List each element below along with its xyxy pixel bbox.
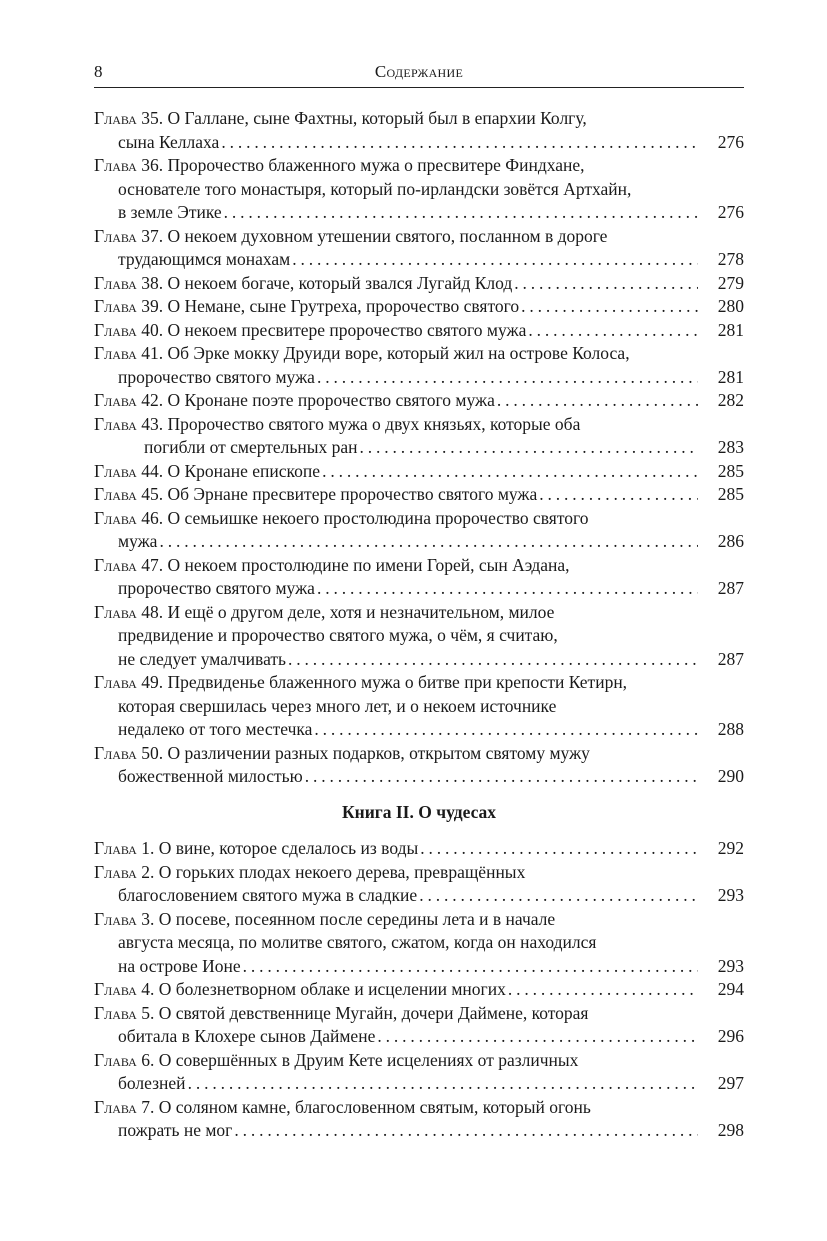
book1-chapter-list [94,107,744,789]
dot-leader [292,248,698,272]
toc-entry[interactable] [94,601,744,672]
chapter-label: Глава [94,979,137,999]
toc-entry-title-line: которая свершилась через много лет, и о некоем источнике [118,695,557,716]
toc-entry-title-line [94,978,506,1002]
page-reference[interactable]: 285 [717,484,744,504]
toc-entry-title-line [94,295,519,319]
chapter-title-text: 3. О посеве, посеянном после середины лета и в начале [141,908,556,929]
toc-entry-title-line: пророчество святого мужа [118,578,315,598]
toc-entry-title-line [94,742,744,766]
toc-entry[interactable] [94,460,744,484]
page-header [94,60,744,88]
toc-entry-title-line: основателе того монастыря, который по-ирландски зовётся Артхайн, [118,178,632,199]
chapter-label: Глава [94,390,137,410]
chapter-title-text: 39. О Немане, сыне Грутреха, пророчество святого [141,296,520,316]
page-reference[interactable]: 292 [717,838,744,858]
page-reference[interactable]: 293 [717,955,744,976]
toc-entry-title-line: болезней [118,1073,186,1093]
chapter-label: Глава [94,1049,137,1070]
page-reference[interactable]: 285 [717,460,744,481]
chapter-label: Глава [94,108,137,128]
toc-entry-title-line [94,1096,744,1120]
dot-leader [221,131,698,155]
page-reference[interactable]: 282 [717,390,744,410]
toc-entry-title-line [94,413,744,437]
chapter-label: Глава [94,672,137,692]
toc-entry-title-line [94,671,744,695]
toc-entry[interactable] [94,978,744,1002]
dot-leader [317,366,698,390]
toc-entry-title-line: предвидение и пророчество святого мужа, о чём, я считаю, [118,625,558,645]
toc-entry-title-line [94,554,744,578]
chapter-title-text: 37. О некоем духовном утешении святого, посланном в дороге [141,225,608,246]
toc-entry-title-line: погибли от смертельных ран [144,437,358,457]
dot-leader [224,201,698,225]
chapter-label: Глава [94,225,137,246]
dot-leader [188,1072,698,1096]
toc-entry-title-line: не следует умалчивать [118,648,287,669]
chapter-label: Глава [94,601,137,622]
toc-entry[interactable] [94,389,744,413]
toc-entry-title-line [94,225,744,249]
page-number: 8 [94,62,103,81]
toc-entry-title-line [94,837,418,861]
toc-entry-title-line: обитала в Клохере сынов Даймене [118,1026,376,1046]
toc-entry[interactable] [94,837,744,861]
toc-entry-title-line [94,507,744,531]
dot-leader [317,577,698,601]
chapter-label: Глава [94,484,137,504]
chapter-title-text: 40. О некоем пресвитере пророчество святого мужа [141,319,527,340]
page-reference[interactable]: 276 [717,131,744,152]
toc-entry[interactable] [94,671,744,742]
toc-entry-title-line [94,861,744,885]
toc-entry-title-line [94,460,320,484]
toc-entry[interactable] [94,319,744,343]
chapter-label: Глава [94,1096,137,1117]
page-reference[interactable]: 280 [717,296,744,316]
chapter-label: Глава [94,319,137,340]
chapter-label: Глава [94,296,137,316]
dot-leader [419,884,698,908]
toc-entry-title-line [94,107,744,131]
chapter-title-text: 44. О Кронане епископе [141,460,321,481]
dot-leader [314,718,698,742]
chapter-label: Глава [94,343,137,363]
toc-entry[interactable] [94,154,744,225]
toc-entry-title-line: пророчество святого мужа [118,366,315,387]
toc-entry[interactable] [94,413,744,460]
toc-entry[interactable] [94,554,744,601]
chapter-title-text: 46. О семьишке некоего простолюдина пророчество святого [141,507,589,528]
toc-entry[interactable] [94,1002,744,1049]
toc-entry[interactable] [94,861,744,908]
chapter-title-text: 43. Пророчество святого мужа о двух князьях, которые оба [141,413,581,434]
toc-entry-title-line [94,1002,744,1026]
dot-leader [497,389,698,413]
toc-entry-title-line [94,601,744,625]
dot-leader [234,1119,698,1143]
dot-leader [539,483,698,507]
toc-entry-title-line: недалеко от того местечка [118,719,313,739]
page-reference[interactable]: 298 [717,1120,744,1140]
page-reference[interactable]: 286 [717,531,744,551]
chapter-label: Глава [94,742,137,763]
chapter-title-text: 6. О совершённых в Друим Кете исцелениях от различных [141,1049,579,1070]
toc-entry-title-line: на острове Ионе [118,955,241,976]
toc-entry[interactable] [94,908,744,979]
toc-entry-title-line: августа месяца, по молитве святого, сжатом, когда он находился [118,932,597,952]
chapter-label: Глава [94,554,137,575]
toc-entry[interactable] [94,295,744,319]
toc-entry[interactable] [94,272,744,296]
dot-leader [420,837,698,861]
dot-leader [243,955,698,979]
toc-entry[interactable] [94,507,744,554]
chapter-title-text: 5. О святой девственнице Мугайн, дочери Даймене, которая [141,1002,589,1023]
chapter-title-text: 42. О Кронане поэте пророчество святого мужа [141,390,495,410]
chapter-title-text: 35. О Галлане, сыне Фахтны, который был в епархии Колгу, [141,108,587,128]
page-reference[interactable]: 290 [717,766,744,786]
book2-chapter-list [94,837,744,1143]
chapter-label: Глава [94,838,137,858]
page-reference[interactable]: 276 [717,202,744,222]
page-reference[interactable]: 297 [717,1073,744,1093]
toc-entry-title-line [94,154,744,178]
chapter-title-text: 36. Пророчество блаженного мужа о пресвитере Финдхане, [141,155,585,175]
toc-entry[interactable] [94,1096,744,1143]
page-reference[interactable]: 287 [717,578,744,598]
chapter-title-text: 49. Предвиденье блаженного мужа о битве при крепости Кетирн, [141,672,628,692]
dot-leader [514,272,698,296]
chapter-title-text: 50. О различении разных подарков, открытом святому мужу [141,742,590,763]
chapter-label: Глава [94,272,137,293]
toc-entry-title-line [94,389,495,413]
dot-leader [508,978,698,1002]
toc-entry-title-line: божественной милостью [118,766,303,786]
dot-leader [322,460,698,484]
toc-entry-title-line [94,342,744,366]
chapter-label: Глава [94,908,137,929]
dot-leader [377,1025,698,1049]
toc-entry-title-line [94,1049,744,1073]
dot-leader [528,319,698,343]
table-of-contents [94,107,744,1143]
dot-leader [360,436,698,460]
toc-entry-title-line: благословением святого мужа в сладкие [118,885,418,905]
chapter-label: Глава [94,155,137,175]
dot-leader [159,530,698,554]
chapter-title-text: 48. И ещё о другом деле, хотя и незначительном, милое [141,601,555,622]
toc-entry[interactable] [94,483,744,507]
chapter-label: Глава [94,413,137,434]
chapter-label: Глава [94,460,137,481]
toc-entry-title-line [94,483,537,507]
toc-entry-title-line: трудающимся монахам [118,249,291,269]
dot-leader [305,765,698,789]
chapter-title-text: 41. Об Эрке мокку Друиди воре, который жил на острове Колоса, [141,343,630,363]
chapter-label: Глава [94,507,137,528]
toc-entry[interactable] [94,107,744,154]
toc-entry[interactable] [94,1049,744,1096]
page-reference[interactable]: 293 [717,885,744,905]
page-reference[interactable]: 296 [717,1026,744,1046]
running-title: Содержание [374,62,464,81]
page-reference[interactable]: 294 [717,979,744,999]
toc-entry-title-line [94,319,526,343]
toc-entry-title-line [94,908,744,932]
toc-entry-title-line: мужа [118,531,158,551]
toc-entry[interactable] [94,742,744,789]
page-reference[interactable]: 288 [717,719,744,739]
chapter-title-text: 47. О некоем простолюдине по имени Горей, сын Аэдана, [141,554,570,575]
page-reference[interactable]: 283 [717,437,744,457]
chapter-title-text: 1. О вине, которое сделалось из воды [141,838,419,858]
chapter-label: Глава [94,861,137,882]
dot-leader [288,648,698,672]
toc-entry-title-line: пожрать не мог [118,1120,233,1140]
toc-entry-title-line: сына Келлаха [118,131,220,152]
chapter-label: Глава [94,1002,137,1023]
dot-leader [521,295,698,319]
page-reference[interactable]: 281 [717,366,744,387]
toc-entry-title-line: в земле Этике [118,202,222,222]
toc-entry[interactable] [94,225,744,272]
chapter-title-text: 7. О соляном камне, благословенном святым, который огонь [141,1096,591,1117]
page-reference[interactable]: 281 [717,319,744,340]
chapter-title-text: 4. О болезнетворном облаке и исцелении многих [141,979,506,999]
section-title: Книга II. О чудесах [341,801,497,822]
page-reference[interactable]: 287 [717,648,744,669]
chapter-title-text: 45. Об Эрнане пресвитере пророчество святого мужа [141,484,538,504]
page-reference[interactable]: 279 [717,272,744,293]
toc-entry-title-line [94,272,512,296]
page-reference[interactable]: 278 [717,249,744,269]
toc-entry[interactable] [94,342,744,389]
chapter-title-text: 38. О некоем богаче, который звался Лугайд Клод [141,272,513,293]
chapter-title-text: 2. О горьких плодах некоего дерева, превращённых [141,861,526,882]
